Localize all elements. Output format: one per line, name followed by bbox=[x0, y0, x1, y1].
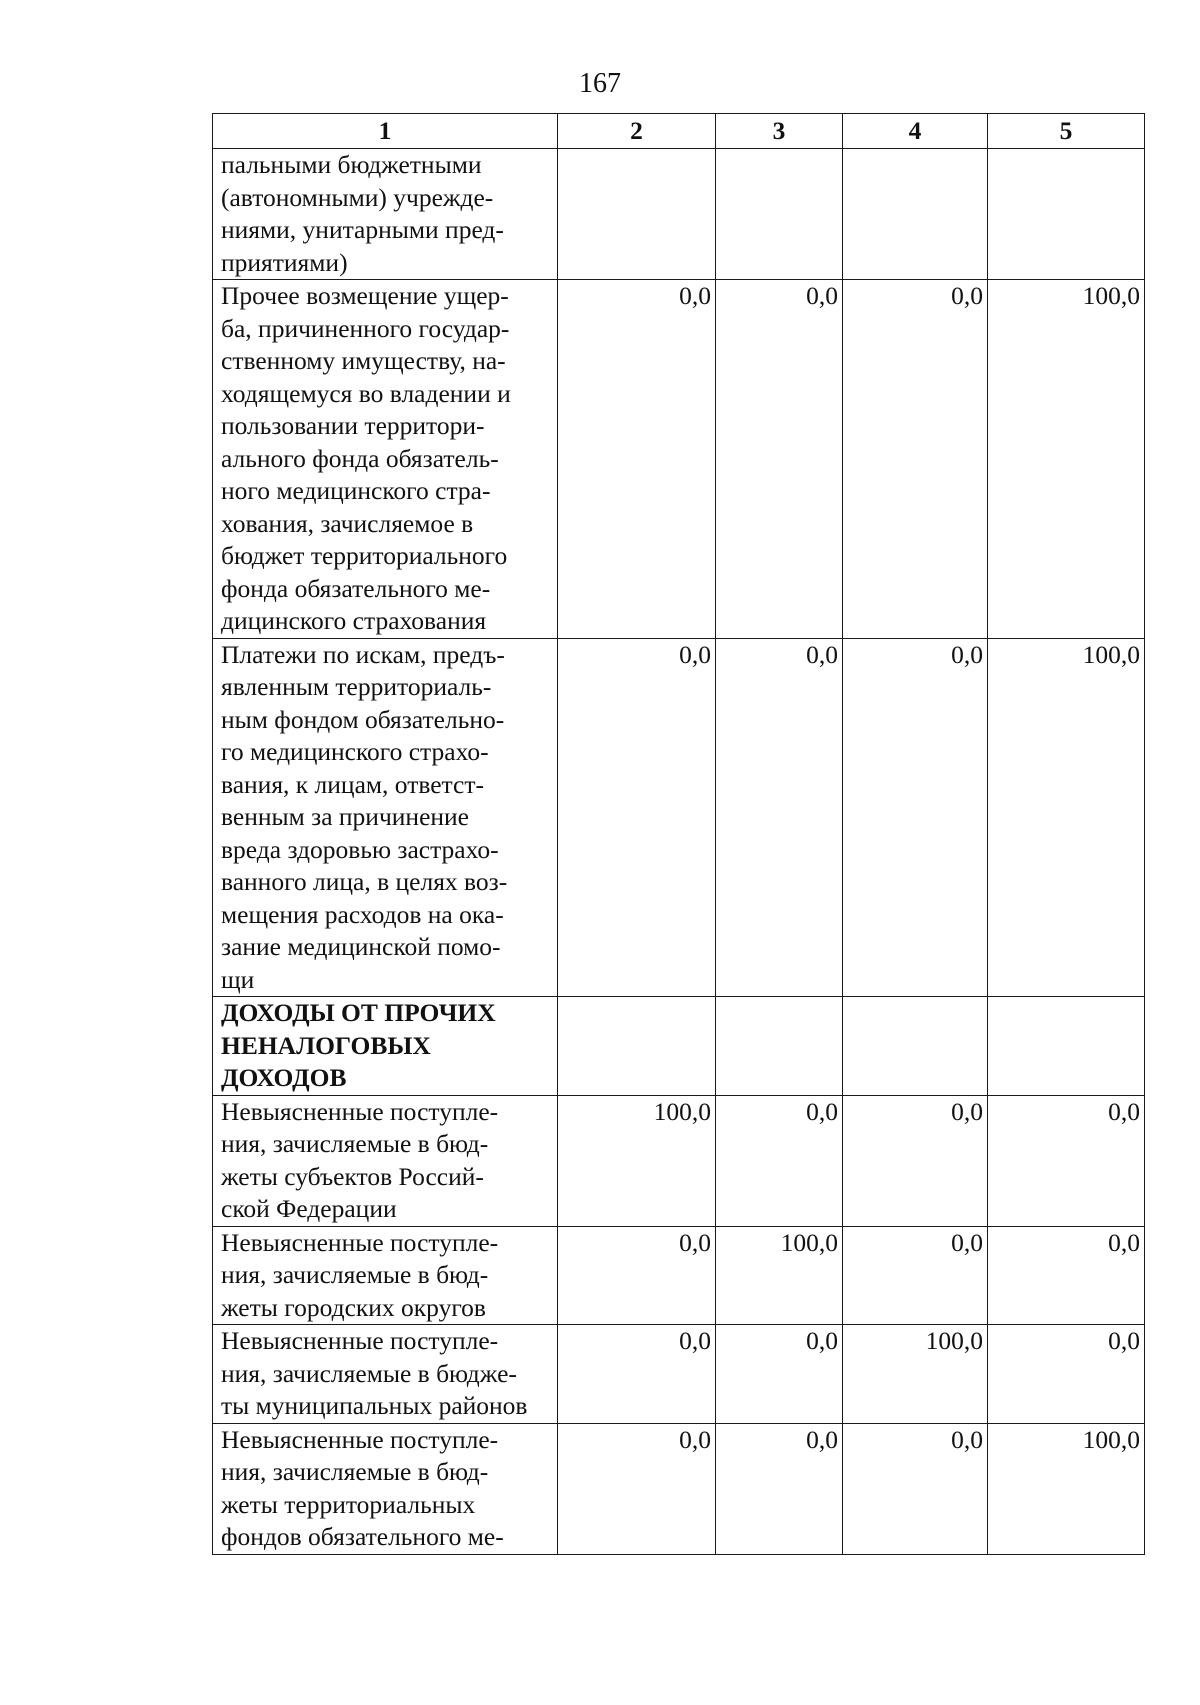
column-header-5: 5 bbox=[988, 114, 1145, 149]
share-value-col-5: 100,0 bbox=[988, 280, 1145, 639]
description-line: дицинского страхования bbox=[221, 606, 487, 635]
share-value-col-2: 0,0 bbox=[558, 1423, 716, 1554]
description-line: пальными бюджетными bbox=[221, 150, 482, 179]
share-value-col-3: 0,0 bbox=[716, 1325, 843, 1424]
share-value-col-2: 0,0 bbox=[558, 638, 716, 997]
description-line: ДОХОДЫ ОТ ПРОЧИХ bbox=[221, 998, 496, 1027]
description-line: Невыясненные поступле- bbox=[221, 1424, 499, 1454]
description-line: ния, зачисляемые в бюд- bbox=[221, 1260, 489, 1289]
share-value-col-2: 0,0 bbox=[558, 1325, 716, 1424]
description-line: жеты территориальных bbox=[221, 1489, 476, 1519]
description-line: зание медицинской помо- bbox=[221, 932, 501, 961]
share-value-col-5 bbox=[988, 997, 1145, 1096]
description-line: (автономными) учрежде- bbox=[221, 182, 494, 212]
description-line: ба, причиненного государ- bbox=[221, 313, 510, 343]
column-header-4: 4 bbox=[843, 114, 988, 149]
description-line: вреда здоровью застрахо- bbox=[221, 834, 499, 864]
share-value-col-3 bbox=[716, 149, 843, 280]
description-line: ния, зачисляемые в бюдже- bbox=[221, 1358, 517, 1388]
description-line: ным фондом обязательно- bbox=[221, 704, 505, 734]
description-line: ДОХОДОВ bbox=[221, 1063, 347, 1092]
description-line: ходящемуся во владении и bbox=[221, 378, 511, 408]
description-line: щи bbox=[221, 964, 255, 994]
description-line: ты муниципальных районов bbox=[221, 1391, 528, 1420]
table-row bbox=[213, 1325, 1145, 1424]
description-line: хования, зачисляемое в bbox=[221, 508, 474, 538]
description-line: бюджет территориального bbox=[221, 541, 508, 570]
table-row bbox=[213, 1226, 1145, 1325]
description-line: ального фонда обязатель- bbox=[221, 443, 499, 473]
share-value-col-5: 100,0 bbox=[988, 638, 1145, 997]
share-value-col-3: 0,0 bbox=[716, 638, 843, 997]
description-line: Прочее возмещение ущер- bbox=[221, 281, 509, 310]
budget-distribution-table bbox=[212, 113, 1145, 1555]
share-value-col-3: 0,0 bbox=[716, 1095, 843, 1226]
table-row bbox=[213, 149, 1145, 280]
revenue-description-cell bbox=[213, 280, 558, 639]
column-header-1: 1 bbox=[213, 114, 558, 149]
description-line: фонда обязательного ме- bbox=[221, 573, 491, 603]
description-line: фондов обязательного ме- bbox=[221, 1522, 504, 1551]
description-line: ния, зачисляемые в бюд- bbox=[221, 1129, 489, 1158]
description-line: явленным территориаль- bbox=[221, 672, 492, 701]
description-line: го медицинского страхо- bbox=[221, 737, 489, 766]
table-row bbox=[213, 1095, 1145, 1226]
description-line: жеты городских округов bbox=[221, 1292, 486, 1322]
description-line: Невыясненные поступле- bbox=[221, 1227, 499, 1257]
section-heading-row bbox=[213, 997, 1145, 1096]
share-value-col-4 bbox=[843, 997, 988, 1096]
revenue-description-cell bbox=[213, 149, 558, 280]
revenue-description-cell bbox=[213, 1325, 558, 1424]
description-line: НЕНАЛОГОВЫХ bbox=[221, 1030, 431, 1060]
share-value-col-5 bbox=[988, 149, 1145, 280]
share-value-col-3: 0,0 bbox=[716, 280, 843, 639]
description-line: венным за причинение bbox=[221, 802, 470, 831]
share-value-col-2 bbox=[558, 997, 716, 1096]
description-line: Платежи по искам, предъ- bbox=[221, 639, 505, 669]
share-value-col-5: 0,0 bbox=[988, 1325, 1145, 1424]
share-value-col-4 bbox=[843, 149, 988, 280]
share-value-col-5: 0,0 bbox=[988, 1095, 1145, 1226]
revenue-description-cell bbox=[213, 1423, 558, 1554]
header-row bbox=[213, 114, 1145, 149]
share-value-col-2: 0,0 bbox=[558, 1226, 716, 1325]
share-value-col-4: 100,0 bbox=[843, 1325, 988, 1424]
description-line: вания, к лицам, ответст- bbox=[221, 769, 484, 799]
description-line: приятиями) bbox=[221, 247, 348, 277]
share-value-col-3: 100,0 bbox=[716, 1226, 843, 1325]
description-line: ниями, унитарными пред- bbox=[221, 215, 504, 244]
page-number: 167 bbox=[579, 68, 621, 99]
share-value-col-5: 100,0 bbox=[988, 1423, 1145, 1554]
description-line: пользовании территори- bbox=[221, 411, 485, 440]
description-line: Невыясненные поступле- bbox=[221, 1096, 499, 1126]
description-line: ственному имуществу, на- bbox=[221, 346, 506, 375]
description-line: мещения расходов на ока- bbox=[221, 899, 504, 929]
share-value-col-3: 0,0 bbox=[716, 1423, 843, 1554]
revenue-description-cell bbox=[213, 638, 558, 997]
share-value-col-4: 0,0 bbox=[843, 1423, 988, 1554]
share-value-col-4: 0,0 bbox=[843, 280, 988, 639]
description-line: Невыясненные поступле- bbox=[221, 1326, 499, 1355]
description-line: ской Федерации bbox=[221, 1194, 397, 1223]
share-value-col-3 bbox=[716, 997, 843, 1096]
revenue-description-cell bbox=[213, 1095, 558, 1226]
table-row bbox=[213, 280, 1145, 639]
description-line: ного медицинского стра- bbox=[221, 476, 491, 505]
revenue-description-cell bbox=[213, 1226, 558, 1325]
share-value-col-2 bbox=[558, 149, 716, 280]
description-line: ния, зачисляемые в бюд- bbox=[221, 1457, 489, 1486]
description-line: жеты субъектов Россий- bbox=[221, 1161, 484, 1191]
revenue-description-cell bbox=[213, 997, 558, 1096]
column-header-3: 3 bbox=[716, 114, 843, 149]
share-value-col-2: 0,0 bbox=[558, 280, 716, 639]
column-header-2: 2 bbox=[558, 114, 716, 149]
share-value-col-5: 0,0 bbox=[988, 1226, 1145, 1325]
description-line: ванного лица, в целях воз- bbox=[221, 867, 508, 896]
table-row bbox=[213, 1423, 1145, 1554]
table-row bbox=[213, 638, 1145, 997]
share-value-col-4: 0,0 bbox=[843, 1095, 988, 1226]
share-value-col-4: 0,0 bbox=[843, 638, 988, 997]
share-value-col-2: 100,0 bbox=[558, 1095, 716, 1226]
share-value-col-4: 0,0 bbox=[843, 1226, 988, 1325]
table-body bbox=[213, 149, 1145, 1555]
